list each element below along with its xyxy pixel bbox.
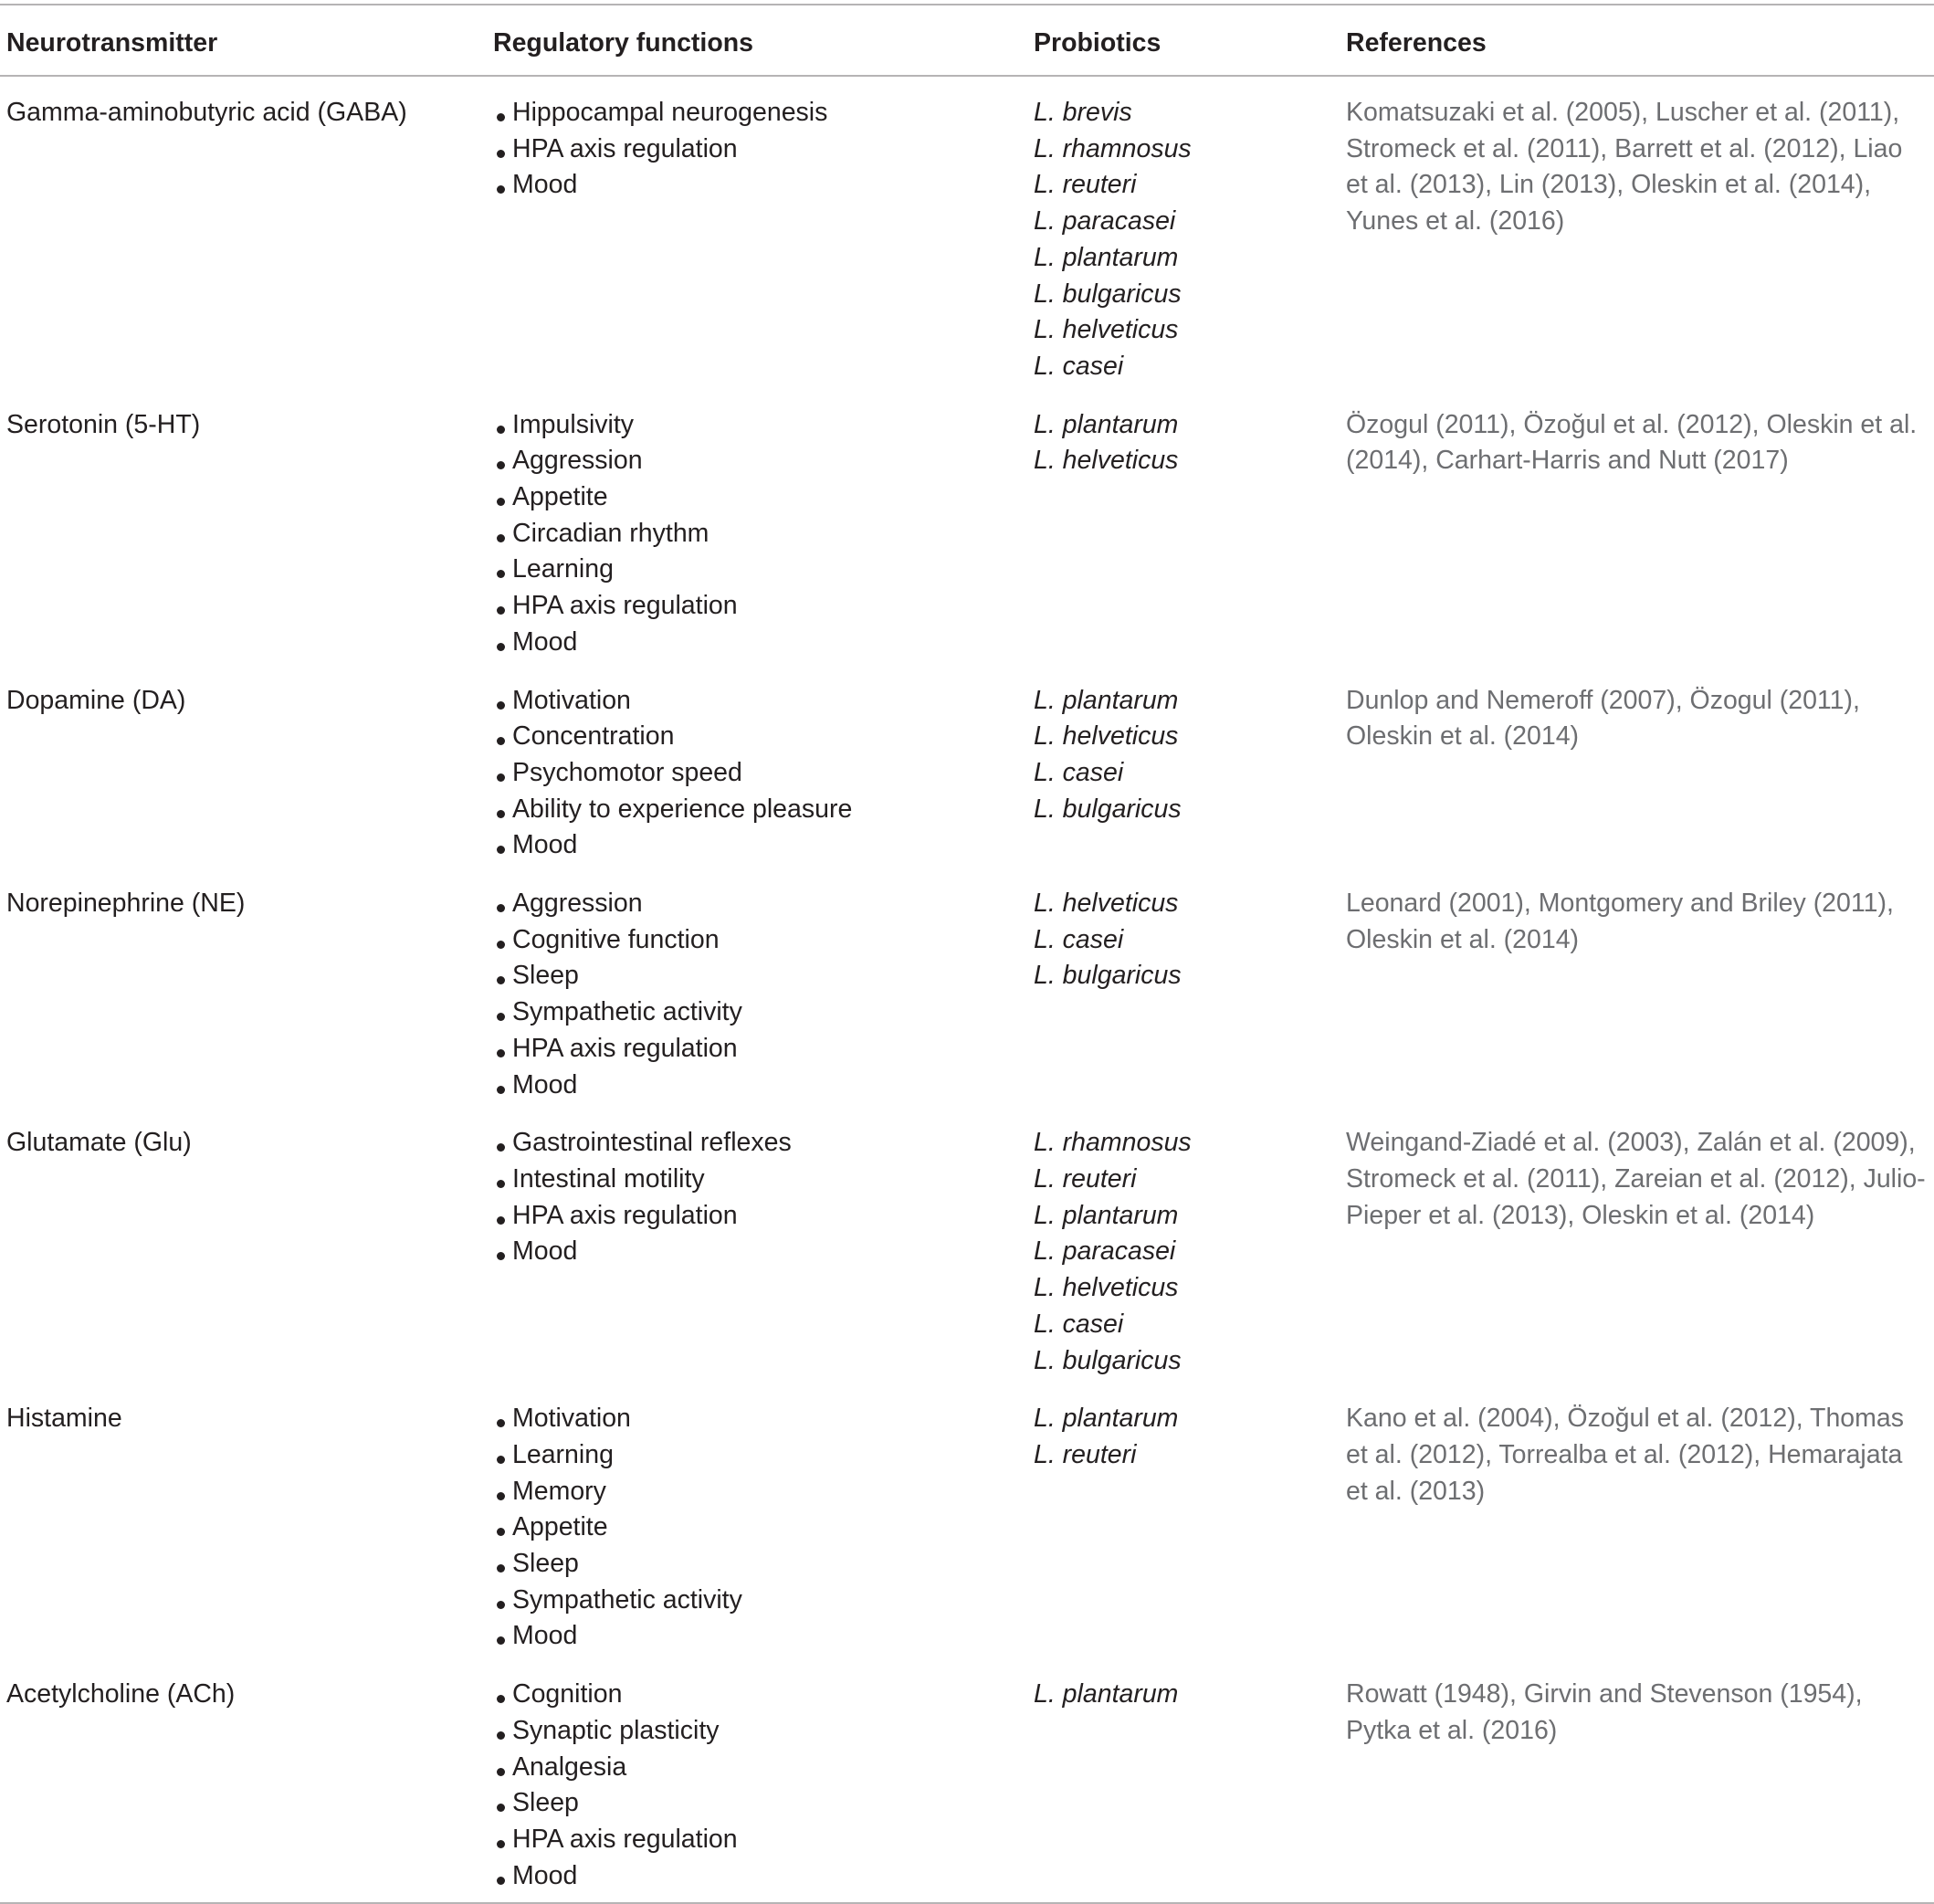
- probiotics-cell: [1027, 1111, 1340, 1387]
- function-item: Analgesia: [493, 1750, 1027, 1786]
- functions-list: [493, 407, 1027, 661]
- probiotic-item: L. rhamnosus: [1034, 133, 1192, 163]
- neurotransmitter-table: [0, 4, 1934, 1904]
- neurotransmitter-cell: Gamma-aminobutyric acid (GABA): [6, 98, 407, 127]
- function-item: Synaptic plasticity: [493, 1713, 1027, 1750]
- function-item: Ability to experience pleasure: [493, 792, 1027, 828]
- probiotic-item: L. helveticus: [1034, 446, 1179, 476]
- function-item: Mood: [493, 167, 1027, 204]
- table-header: [0, 5, 1934, 76]
- probiotic-item: L. plantarum: [1034, 242, 1179, 272]
- header-neurotransmitter: Neurotransmitter: [6, 27, 218, 58]
- function-item: Gastrointestinal reflexes: [493, 1125, 1027, 1162]
- function-item: Learning: [493, 1437, 1027, 1474]
- probiotics-list: [1034, 1125, 1340, 1379]
- probiotic-item: L. plantarum: [1034, 409, 1179, 439]
- function-item: Mood: [493, 625, 1027, 661]
- table-row: [0, 1387, 1934, 1663]
- neurotransmitter-cell: Acetylcholine (ACh): [0, 1663, 487, 1903]
- probiotic-item: L. helveticus: [1034, 721, 1179, 752]
- function-item: HPA axis regulation: [493, 131, 1027, 168]
- probiotic-item: L. bulgaricus: [1034, 961, 1182, 991]
- regulatory-functions-cell: [487, 1387, 1027, 1663]
- probiotic-item: L. helveticus: [1034, 1273, 1179, 1303]
- function-item: Appetite: [493, 1510, 1027, 1546]
- probiotic-item: L. plantarum: [1034, 1679, 1179, 1709]
- references-cell: Leonard (2001), Montgomery and Briley (2011), Oleskin et al. (2014): [1346, 889, 1894, 954]
- probiotic-item: L. brevis: [1034, 98, 1132, 127]
- neurotransmitter-table-container: [0, 4, 1934, 1904]
- function-item: Psychomotor speed: [493, 755, 1027, 792]
- function-item: Learning: [493, 552, 1027, 588]
- table-row: [0, 669, 1934, 873]
- probiotic-item: L. reuteri: [1034, 1439, 1137, 1469]
- function-item: Mood: [493, 1068, 1027, 1104]
- probiotic-item: L. casei: [1034, 1309, 1124, 1339]
- table-row: [0, 1111, 1934, 1387]
- probiotic-item: L. plantarum: [1034, 1200, 1179, 1230]
- regulatory-functions-cell: [487, 1663, 1027, 1903]
- probiotics-list: [1034, 1677, 1340, 1713]
- regulatory-functions-cell: [487, 1111, 1027, 1387]
- functions-list: [493, 683, 1027, 865]
- functions-list: [493, 1125, 1027, 1270]
- probiotic-item: L. casei: [1034, 924, 1124, 954]
- table-row: [0, 394, 1934, 669]
- probiotic-item: L. helveticus: [1034, 315, 1179, 345]
- references-cell: Kano et al. (2004), Özoğul et al. (2012), Thomas et al. (2012), Torrealba et al. (2012), Hemarajata et al. (2013): [1346, 1404, 1904, 1506]
- function-item: Mood: [493, 1858, 1027, 1895]
- header-row: [0, 5, 1934, 76]
- probiotic-item: L. paracasei: [1034, 206, 1176, 237]
- probiotic-item: L. bulgaricus: [1034, 1345, 1182, 1375]
- probiotic-item: L. helveticus: [1034, 889, 1179, 919]
- function-item: Concentration: [493, 719, 1027, 755]
- functions-list: [493, 1677, 1027, 1894]
- regulatory-functions-cell: [487, 669, 1027, 873]
- probiotics-list: [1034, 886, 1340, 994]
- references-cell: Özogul (2011), Özoğul et al. (2012), Oleskin et al. (2014), Carhart-Harris and Nutt (2017): [1346, 409, 1918, 476]
- probiotics-cell: [1027, 1387, 1340, 1663]
- header-references: References: [1346, 27, 1487, 58]
- function-item: Motivation: [493, 683, 1027, 720]
- table-row: [0, 76, 1934, 394]
- functions-list: [493, 95, 1027, 204]
- references-cell: Komatsuzaki et al. (2005), Luscher et al. (2011), Stromeck et al. (2011), Barrett et al. (2012), Liao et al. (2013), Lin (2013), Oleskin et al. (2014), Yunes et al. (2016): [1346, 98, 1903, 237]
- regulatory-functions-cell: [487, 76, 1027, 394]
- function-item: Intestinal motility: [493, 1162, 1027, 1198]
- probiotic-item: L. reuteri: [1034, 170, 1137, 200]
- neurotransmitter-cell: Norepinephrine (NE): [6, 889, 246, 919]
- probiotics-list: [1034, 683, 1340, 828]
- function-item: Sleep: [493, 958, 1027, 994]
- probiotics-list: [1034, 407, 1340, 479]
- function-item: Sleep: [493, 1785, 1027, 1822]
- table-body: [0, 76, 1934, 1903]
- function-item: Cognition: [493, 1677, 1027, 1713]
- function-item: HPA axis regulation: [493, 1822, 1027, 1858]
- table-row: [0, 1663, 1934, 1903]
- header-regulatory-functions: Regulatory functions: [493, 27, 754, 58]
- probiotic-item: L. casei: [1034, 351, 1124, 381]
- function-item: Aggression: [493, 443, 1027, 479]
- function-item: HPA axis regulation: [493, 588, 1027, 625]
- function-item: Circadian rhythm: [493, 516, 1027, 552]
- function-item: Aggression: [493, 886, 1027, 922]
- function-item: Sympathetic activity: [493, 1583, 1027, 1619]
- function-item: Mood: [493, 827, 1027, 864]
- header-probiotics: Probiotics: [1034, 27, 1161, 58]
- function-item: Impulsivity: [493, 407, 1027, 444]
- neurotransmitter-cell: Serotonin (5-HT): [6, 409, 201, 439]
- function-item: Sympathetic activity: [493, 994, 1027, 1031]
- function-item: Mood: [493, 1234, 1027, 1270]
- probiotics-cell: [1027, 394, 1340, 669]
- neurotransmitter-cell: Glutamate (Glu): [6, 1128, 192, 1158]
- neurotransmitter-cell: Dopamine (DA): [6, 685, 186, 715]
- function-item: Sleep: [493, 1546, 1027, 1583]
- probiotics-list: [1034, 1401, 1340, 1473]
- function-item: HPA axis regulation: [493, 1198, 1027, 1235]
- neurotransmitter-cell: Histamine: [6, 1404, 122, 1434]
- probiotic-item: L. reuteri: [1034, 1163, 1137, 1194]
- references-cell: Dunlop and Nemeroff (2007), Özogul (2011), Oleskin et al. (2014): [1346, 685, 1860, 752]
- probiotic-item: L. plantarum: [1034, 685, 1179, 715]
- probiotic-item: L. rhamnosus: [1034, 1128, 1192, 1158]
- table-row: [0, 872, 1934, 1111]
- probiotic-item: L. bulgaricus: [1034, 794, 1182, 824]
- probiotics-cell: [1027, 872, 1340, 1111]
- probiotics-cell: [1027, 1663, 1340, 1903]
- function-item: Cognitive function: [493, 922, 1027, 959]
- function-item: Hippocampal neurogenesis: [493, 95, 1027, 131]
- function-item: Motivation: [493, 1401, 1027, 1437]
- function-item: Memory: [493, 1474, 1027, 1510]
- regulatory-functions-cell: [487, 394, 1027, 669]
- regulatory-functions-cell: [487, 872, 1027, 1111]
- references-cell: Weingand-Ziadé et al. (2003), Zalán et al. (2009), Stromeck et al. (2011), Zareian et al. (2012), Julio-Pieper et al. (2013), Oleskin et al. (2014): [1346, 1128, 1926, 1230]
- probiotic-item: L. plantarum: [1034, 1404, 1179, 1434]
- probiotics-cell: [1027, 669, 1340, 873]
- probiotic-item: L. casei: [1034, 757, 1124, 787]
- references-cell: Rowatt (1948), Girvin and Stevenson (1954), Pytka et al. (2016): [1340, 1663, 1934, 1903]
- function-item: Mood: [493, 1618, 1027, 1655]
- functions-list: [493, 1401, 1027, 1655]
- function-item: Appetite: [493, 479, 1027, 516]
- probiotic-item: L. paracasei: [1034, 1236, 1176, 1267]
- functions-list: [493, 886, 1027, 1103]
- probiotics-list: [1034, 95, 1340, 385]
- function-item: HPA axis regulation: [493, 1031, 1027, 1068]
- probiotics-cell: [1027, 76, 1340, 394]
- probiotic-item: L. bulgaricus: [1034, 279, 1182, 309]
